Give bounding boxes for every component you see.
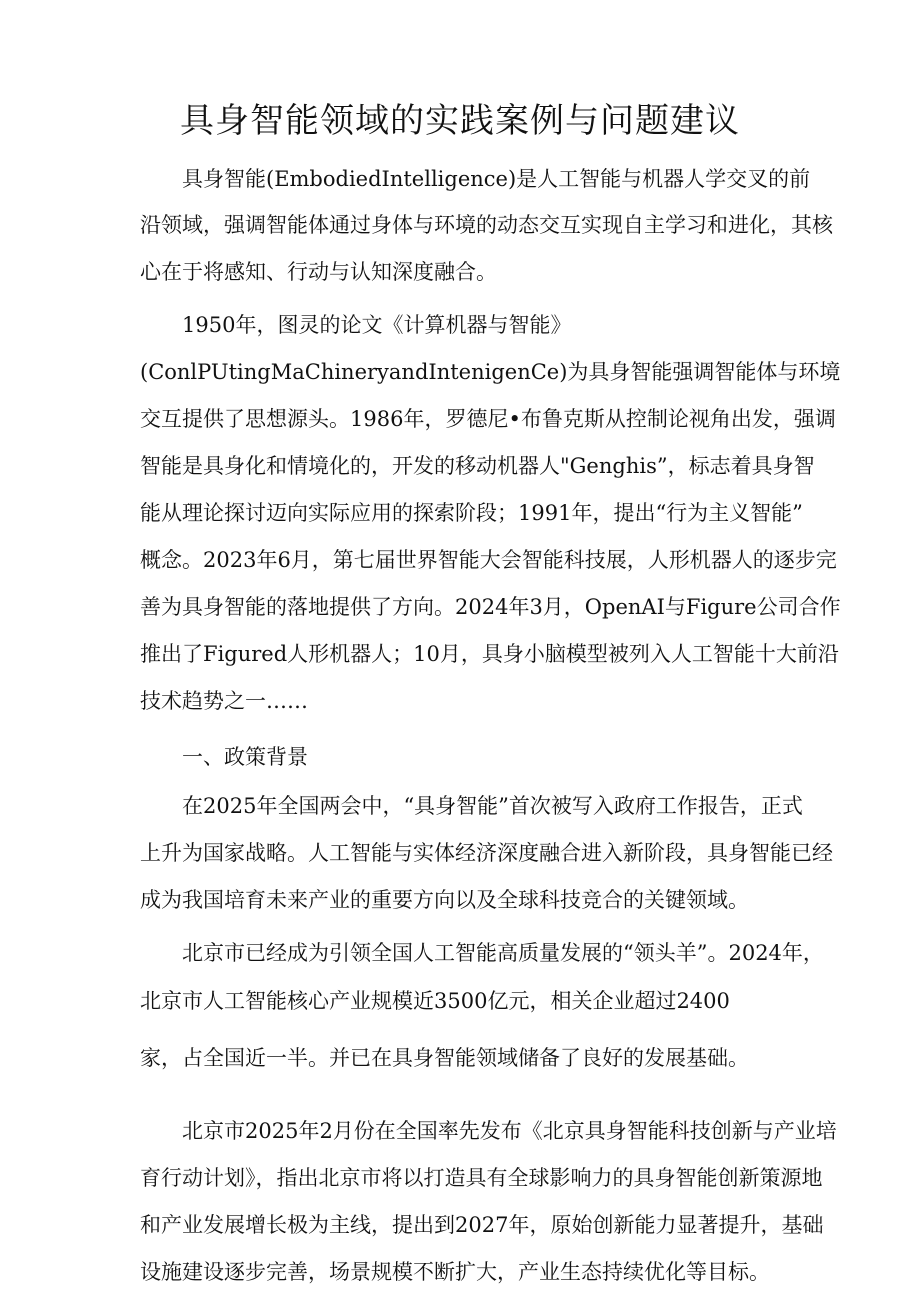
paragraph-line: 上升为国家战略。人工智能与实体经济深度融合进入新阶段，具身智能已经	[140, 841, 833, 865]
paragraph-line: 1950年，图灵的论文《计算机器与智能》	[182, 313, 572, 337]
paragraph-line: 设施建设逐步完善，场景规模不断扩大，产业生态持续优化等目标。	[140, 1260, 770, 1284]
paragraph-line: 交互提供了思想源头。1986年，罗德尼•布鲁克斯从控制论视角出发，强调	[140, 407, 836, 431]
paragraph-line: 育行动计划》，指出北京市将以打造具有全球影响力的具身智能创新策源地	[140, 1166, 823, 1190]
paragraph-line: 北京市2025年2月份在全国率先发布《北京具身智能科技创新与产业培	[182, 1119, 837, 1143]
paragraph-line: 和产业发展增长极为主线，提出到2027年，原始创新能力显著提升，基础	[140, 1213, 824, 1237]
paragraph-line: 家，占全国近一半。并已在具身智能领域储备了良好的发展基础。	[140, 1046, 749, 1070]
document-title: 具身智能领域的实践案例与问题建议	[180, 101, 740, 141]
paragraph-line: 北京市人工智能核心产业规模近3500亿元，相关企业超过2400	[140, 989, 730, 1013]
paragraph-line: 北京市已经成为引领全国人工智能高质量发展的“领头羊”。2024年，	[182, 941, 824, 965]
paragraph-line: 具身智能(EmbodiedIntelligence)是人工智能与机器人学交叉的前	[182, 167, 811, 191]
paragraph-line: 在2025年全国两会中，“具身智能”首次被写入政府工作报告，正式	[182, 794, 803, 818]
paragraph-line: 概念。2023年6月，第七届世界智能大会智能科技展，人形机器人的逐步完	[140, 548, 837, 572]
paragraph-line: 成为我国培育未来产业的重要方向以及全球科技竞合的关键领域。	[140, 888, 749, 912]
paragraph-line: 智能是具身化和情境化的，开发的移动机器人"Genghis”，标志着具身智	[140, 454, 815, 478]
paragraph-line: 沿领域，强调智能体通过身体与环境的动态交互实现自主学习和进化，其核	[140, 213, 833, 237]
paragraph-line: 善为具身智能的落地提供了方向。2024年3月，OpenAI与Figure公司合作	[140, 595, 841, 619]
section-heading: 一、政策背景	[182, 745, 308, 769]
paragraph-line: 推出了Figured人形机器人；10月，具身小脑模型被列入人工智能十大前沿	[140, 642, 839, 666]
paragraph-line: 心在于将感知、行动与认知深度融合。	[140, 260, 497, 284]
paragraph-line: 技术趋势之一……	[140, 689, 308, 713]
paragraph-line: (ConlPUtingMaChineryandIntenigenCe)为具身智能强调智能体与环境	[140, 360, 841, 384]
paragraph-line: 能从理论探讨迈向实际应用的探索阶段；1991年，提出“行为主义智能”	[140, 501, 803, 525]
